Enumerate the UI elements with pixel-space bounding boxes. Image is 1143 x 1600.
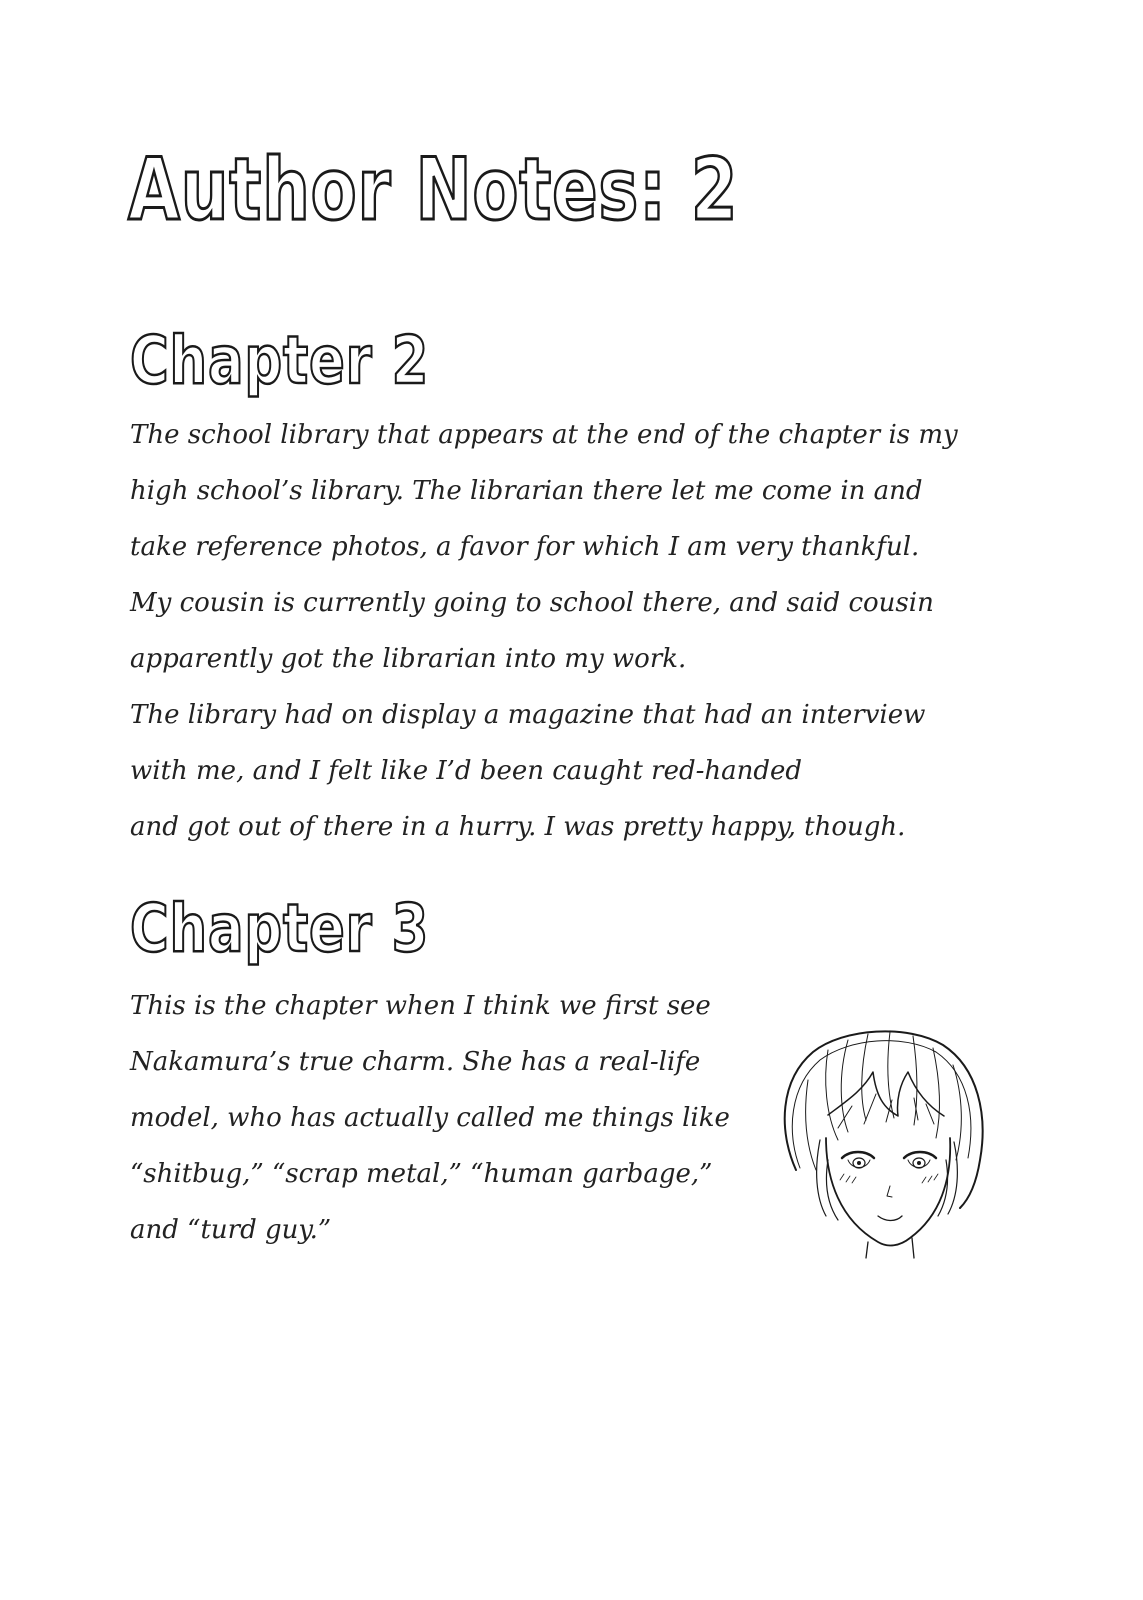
text-line: apparently got the librarian into my work. — [130, 644, 687, 674]
text-line: The school library that appears at the end of the chapter is my — [130, 420, 958, 450]
text-line: Nakamura’s true charm. She has a real-life — [130, 1047, 701, 1077]
text-line: high school’s library. The librarian there let me come in and — [130, 476, 923, 506]
text-line: and “turd guy.” — [130, 1215, 332, 1245]
text-line: My cousin is currently going to school there, and said cousin — [130, 588, 934, 618]
text-line: “shitbug,” “scrap metal,” “human garbage,” — [130, 1159, 713, 1189]
text-line: model, who has actually called me things like — [130, 1103, 730, 1133]
text-line: take reference photos, a favor for which I am very thankful. — [130, 532, 920, 562]
chapter-3-heading: Chapter 3 — [130, 890, 430, 967]
chapter-3-text — [130, 978, 730, 1258]
chapter-2-text — [130, 407, 958, 855]
page-title: Author Notes: 2 — [128, 140, 739, 240]
text-line: and got out of there in a hurry. I was pretty happy, though. — [130, 812, 906, 842]
text-line: with me, and I felt like I’d been caught red-handed — [130, 756, 803, 786]
text-line: The library had on display a magazine that had an interview — [130, 700, 926, 730]
girl-portrait-sketch-icon — [768, 1020, 998, 1260]
text-line: This is the chapter when I think we first see — [130, 991, 711, 1021]
chapter-2-heading: Chapter 2 — [130, 322, 430, 399]
